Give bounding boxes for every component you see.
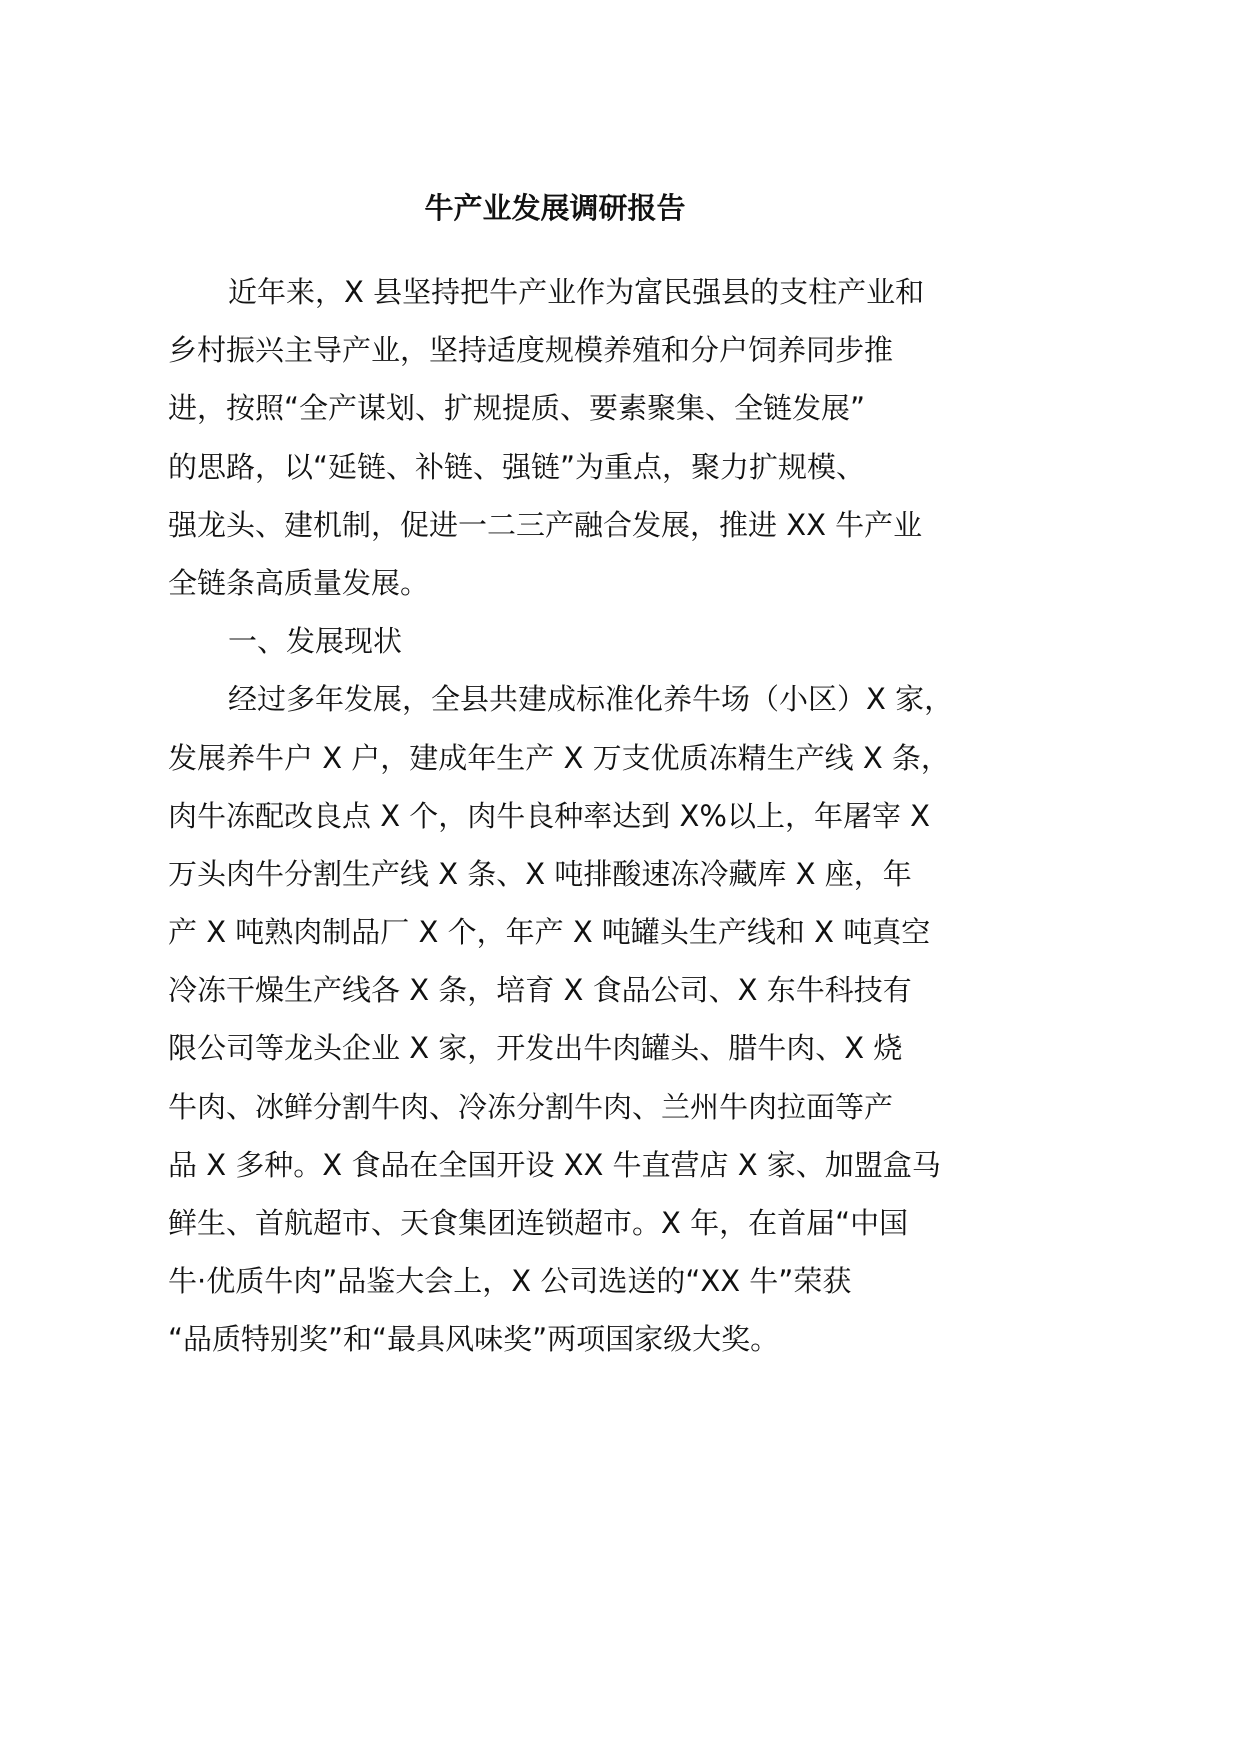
- text-line: 近年来，X 县坚持把牛产业作为富民强县的支柱产业和: [228, 275, 925, 309]
- text-line: 牛肉、冰鲜分割牛肉、冷冻分割牛肉、兰州牛肉拉面等产: [168, 1089, 894, 1124]
- text-line: 牛·优质牛肉”品鉴大会上，X 公司选送的“XX 牛”荣获: [168, 1264, 852, 1299]
- text-line: 进，按照“全产谋划、扩规提质、要素聚集、全链发展”: [168, 391, 866, 426]
- text-line: 全链条高质量发展。: [168, 565, 430, 600]
- text-line: “品质特别奖”和“最具风味奖”两项国家级大奖。: [168, 1322, 780, 1357]
- text-line: 强龙头、建机制，促进一二三产融合发展，推进 XX 牛产业: [168, 507, 923, 542]
- section-heading: 一、发展现状: [228, 624, 403, 659]
- text-line: 万头肉牛分割生产线 X 条、X 吨排酸速冻冷藏库 X 座，年: [168, 856, 912, 891]
- text-line: 限公司等龙头企业 X 家，开发出牛肉罐头、腊牛肉、X 烧: [168, 1031, 903, 1066]
- text-line: 肉牛冻配改良点 X 个，肉牛良种率达到 X%以上，年屠宰 X: [168, 798, 931, 833]
- text-line: 经过多年发展，全县共建成标准化养牛场（小区）X 家，: [228, 682, 954, 717]
- text-line: 鲜生、首航超市、天食集团连锁超市。X 年，在首届“中国: [168, 1206, 909, 1240]
- document-body: [168, 263, 988, 1369]
- text-line: 发展养牛户 X 户，建成年生产 X 万支优质冻精生产线 X 条，: [168, 740, 950, 775]
- text-line: 产 X 吨熟肉制品厂 X 个，年产 X 吨罐头生产线和 X 吨真空: [168, 915, 931, 950]
- document-title: 牛产业发展调研报告: [424, 191, 686, 225]
- text-line: 品 X 多种。X 食品在全国开设 XX 牛直营店 X 家、加盟盒马: [168, 1147, 941, 1182]
- text-line: 冷冻干燥生产线各 X 条，培育 X 食品公司、X 东牛科技有: [168, 973, 912, 1008]
- text-line: 的思路，以“延链、补链、强链”为重点，聚力扩规模、: [168, 449, 866, 484]
- text-line: 乡村振兴主导产业，坚持适度规模养殖和分户饲养同步推: [168, 333, 894, 368]
